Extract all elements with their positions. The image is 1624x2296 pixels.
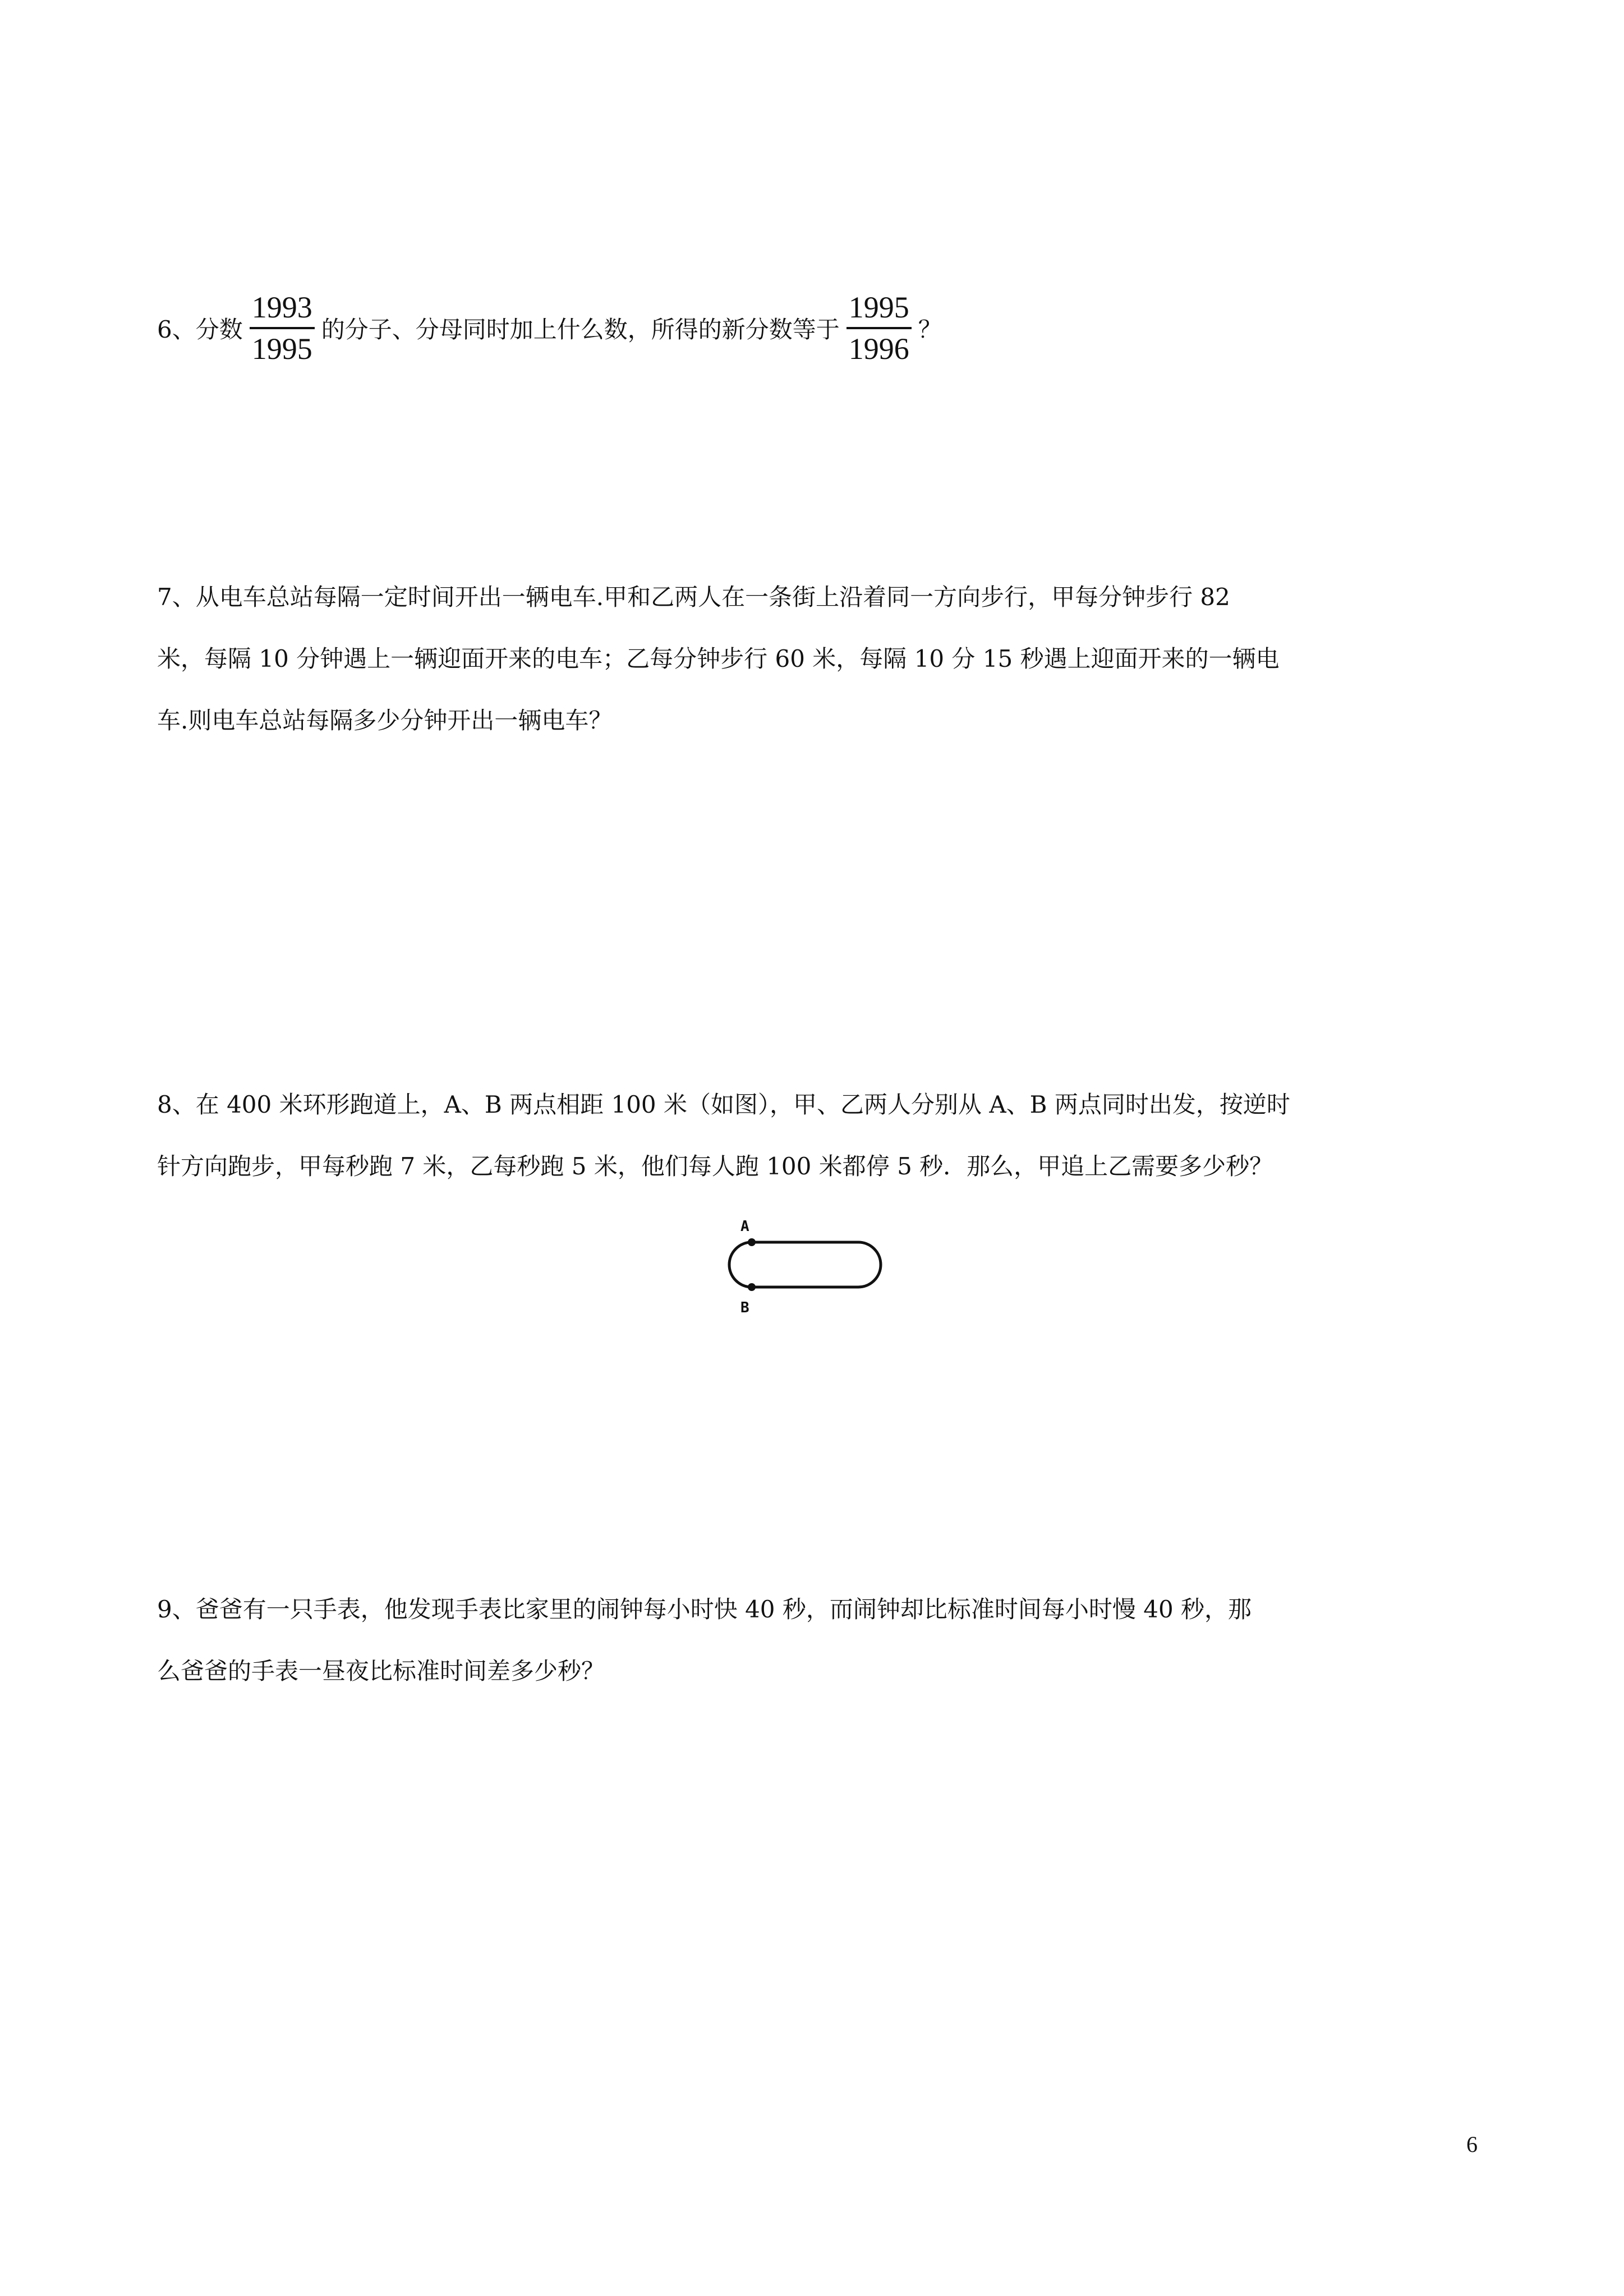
- question-7-line-3: 车.则电车总站每隔多少分钟开出一辆电车？: [157, 707, 613, 734]
- oval-track: [729, 1242, 881, 1287]
- question-6-middle: 的分子、分母同时加上什么数，所得的新分数等于: [321, 316, 840, 343]
- running-track-diagram: [712, 1200, 914, 1324]
- question-7-line-1: 7、从电车总站每隔一定时间开出一辆电车.甲和乙两人在一条街上沿着同一方向步行，甲每分钟步行 82: [157, 583, 1230, 611]
- point-b-label: B: [740, 1299, 749, 1316]
- question-9-line-1: 9、爸爸有一只手表，他发现手表比家里的闹钟每小时快 40 秒，而闹钟却比标准时间每小时慢 40 秒，那: [157, 1596, 1252, 1623]
- question-9-line-2: 么爸爸的手表一昼夜比标准时间差多少秒？: [157, 1657, 605, 1685]
- fraction-2-denominator: 1996: [848, 332, 909, 366]
- fraction-1993-1995: [250, 289, 315, 367]
- point-a-dot: [748, 1238, 756, 1246]
- question-6: [157, 278, 942, 379]
- fraction-1-denominator: 1995: [251, 332, 312, 366]
- fraction-1-numerator: 1993: [250, 289, 315, 329]
- fraction-1995-1996: [846, 289, 912, 367]
- page-number: 6: [1466, 2132, 1478, 2157]
- fraction-2-numerator: 1995: [846, 289, 912, 329]
- question-7-line-2: 米，每隔 10 分钟遇上一辆迎面开来的电车；乙每分钟步行 60 米，每隔 10 分 15 秒遇上迎面开来的一辆电: [157, 645, 1280, 672]
- point-b-dot: [748, 1283, 756, 1291]
- question-8-line-1: 8、在 400 米环形跑道上，A、B 两点相距 100 米（如图），甲、乙两人分别从 A、B 两点同时出发，按逆时: [157, 1091, 1290, 1118]
- question-8-line-2: 针方向跑步，甲每秒跑 7 米，乙每秒跑 5 米，他们每人跑 100 米都停 5 秒．那么，甲追上乙需要多少秒？: [157, 1152, 1273, 1180]
- question-6-prefix: 6、分数: [157, 316, 243, 343]
- question-6-suffix: ？: [918, 316, 942, 343]
- point-a-label: A: [740, 1218, 749, 1235]
